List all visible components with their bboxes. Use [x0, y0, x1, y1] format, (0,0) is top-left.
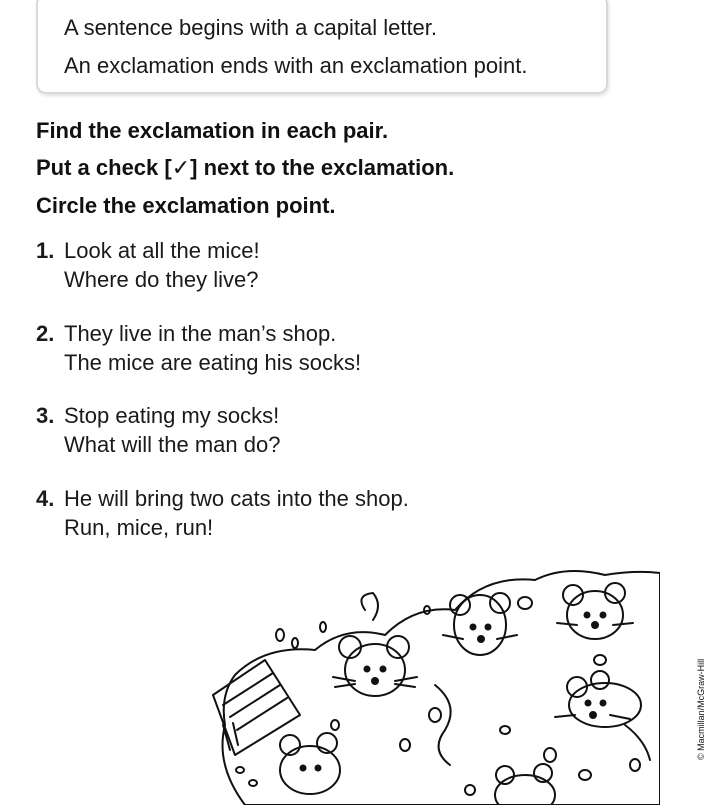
- item-sentence-1[interactable]: Stop eating my socks!: [64, 403, 280, 428]
- item-number: 4.: [36, 486, 55, 511]
- item-number: 1.: [36, 238, 55, 263]
- copyright-text: © Macmillan/McGraw-Hill: [696, 658, 706, 760]
- item-number: 2.: [36, 321, 55, 346]
- item-number: 3.: [36, 403, 55, 428]
- instruction-check: Put a check [✓] next to the exclamation.: [36, 155, 455, 180]
- item-sentence-2[interactable]: What will the man do?: [64, 432, 281, 457]
- rule-line-capital: A sentence begins with a capital letter.: [64, 15, 438, 40]
- item-sentence-1[interactable]: He will bring two cats into the shop.: [64, 486, 409, 511]
- item-sentence-1[interactable]: Look at all the mice!: [64, 238, 260, 263]
- mice-eating-socks-illustration: [205, 565, 660, 805]
- rule-box: [36, 0, 608, 94]
- rule-line-exclamation: An exclamation ends with an exclamation point.: [64, 53, 528, 78]
- instruction-find: Find the exclamation in each pair.: [36, 118, 389, 143]
- item-sentence-2[interactable]: The mice are eating his socks!: [64, 350, 362, 375]
- copyright-notice: [688, 640, 714, 760]
- item-sentence-2[interactable]: Where do they live?: [64, 267, 259, 292]
- item-sentence-2[interactable]: Run, mice, run!: [64, 515, 214, 540]
- instruction-circle: Circle the exclamation point.: [36, 193, 336, 218]
- item-sentence-1[interactable]: They live in the man’s shop.: [64, 321, 337, 346]
